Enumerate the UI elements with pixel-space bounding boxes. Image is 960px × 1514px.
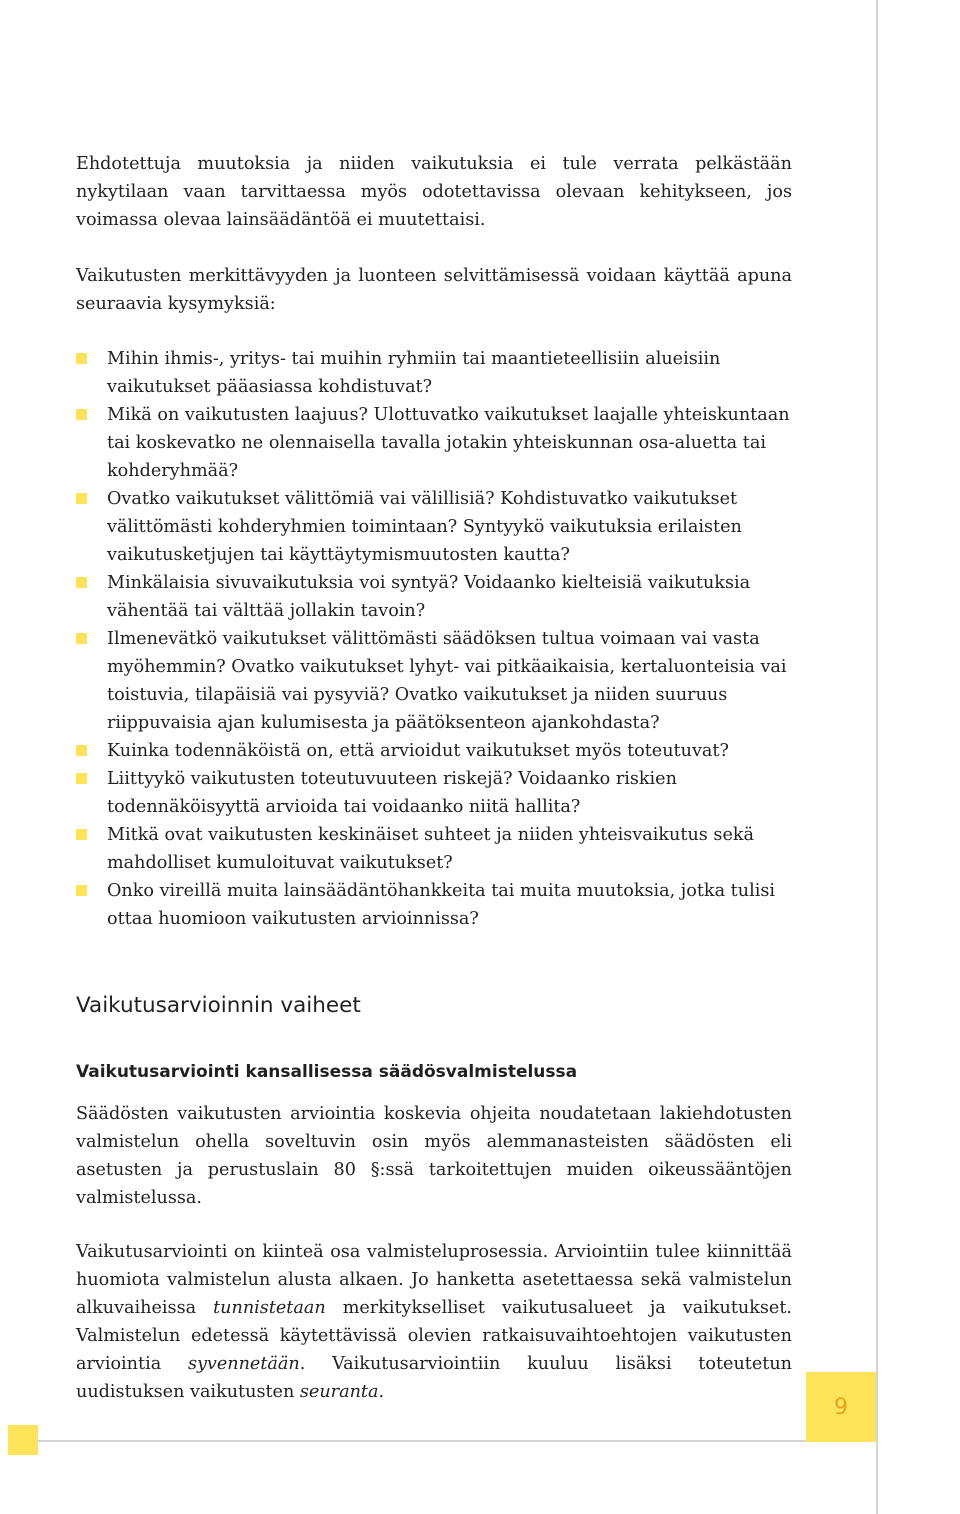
list-item-text: Kuinka todennäköistä on, että arvioidut vaikutukset myös toteutuvat? <box>107 741 729 761</box>
paragraph-text: Vaikutusarviointi on kiinteä osa valmisteluprosessia. Arviointiin tulee kiinnittää huomiota valmistelun alusta alkaen. Jo hanketta asetettaessa sekä valmistelun alkuvaiheissa <box>76 1242 792 1318</box>
bullet-square-icon <box>76 885 87 896</box>
page-number-label: 9 <box>834 1394 848 1420</box>
list-item-text: Mikä on vaikutusten laajuus? Ulottuvatko vaikutukset laajalle yhteiskuntaan tai koskevatko ne olennaisella tavalla jotakin yhteiskunnan osa-aluetta tai kohderyhmää? <box>107 405 790 481</box>
paragraph-text: . <box>378 1382 385 1402</box>
page-margin-rule-vertical <box>876 0 878 1514</box>
intro-paragraph-2: Vaikutusten merkittävyyden ja luonteen selvittämisessä voidaan käyttää apuna seuraavia kysymyksiä: <box>76 266 792 314</box>
page-content <box>76 150 792 1406</box>
list-item-text: Minkälaisia sivuvaikutuksia voi syntyä? Voidaanko kielteisiä vaikutuksia vähentää tai välttää jollakin tavoin? <box>107 573 751 621</box>
bullet-square-icon <box>76 829 87 840</box>
emphasis-syvennetaan: syvennetään <box>187 1354 300 1374</box>
page-number <box>806 1372 876 1442</box>
list-item-text: Onko vireillä muita lainsäädäntöhankkeita tai muita muutoksia, jotka tulisi ottaa huomioon vaikutusten arvioinnissa? <box>107 881 775 929</box>
section-paragraph-1: Säädösten vaikutusten arviointia koskevia ohjeita noudatetaan lakiehdotusten valmistelun ohella soveltuvin osin myös alemmanasteisten säädösten eli asetusten ja perustuslain 80 §:ssä tarkoitettujen muiden oikeussääntöjen valmistelussa. <box>76 1104 792 1208</box>
list-item <box>76 765 792 821</box>
intro-paragraph-1: Ehdotettuja muutoksia ja niiden vaikutuksia ei tule verrata pelkästään nykytilaan vaan tarvittaessa myös odotettavissa olevaan kehitykseen, jos voimassa olevaa lainsäädäntöä ei muutettaisi. <box>76 154 792 230</box>
list-item-text: Mitkä ovat vaikutusten keskinäiset suhteet ja niiden yhteisvaikutus sekä mahdolliset kumuloituvat vaikutukset? <box>107 825 754 873</box>
paragraph-text: . Vaikutusarviointiin kuuluu lisäksi toteutetun uudistuksen vaikutusten <box>76 1354 793 1402</box>
paragraph-text: merkitykselliset vaikutusalueet ja vaikutukset. Valmistelun edetessä käytettävissä olevien ratkaisuvaihtoehtojen vaikutusten arviointia <box>76 1298 792 1374</box>
list-item <box>76 345 792 401</box>
bullet-square-icon <box>76 353 87 364</box>
bullet-square-icon <box>76 745 87 756</box>
list-item-text: Ilmenevätkö vaikutukset välittömästi säädöksen tultua voimaan vai vasta myöhemmin? Ovatko vaikutukset lyhyt- vai pitkäaikaisia, kertaluonteisia vai toistuvia, tilapäisiä vai pysyviä? Ovatko vaikutukset ja niiden suuruus riippuvaisia ajan kulumisesta ja päätöksenteon ajankohdasta? <box>107 629 787 733</box>
section-subheading: Vaikutusarviointi kansallisessa säädösvalmistelussa <box>76 1062 578 1082</box>
list-item-text: Ovatko vaikutukset välittömiä vai välillisiä? Kohdistuvatko vaikutukset välittömästi kohderyhmien toimintaan? Syntyykö vaikutuksia erilaisten vaikutusketjujen tai käyttäytymismuutosten kautta? <box>107 489 742 565</box>
list-item <box>76 401 792 485</box>
list-item <box>76 737 792 765</box>
list-item <box>76 625 792 737</box>
list-item-text: Liittyykö vaikutusten toteutuvuuteen riskejä? Voidaanko riskien todennäköisyyttä arvioida tai voidaanko niitä hallita? <box>107 769 677 817</box>
list-item <box>76 877 792 933</box>
page-margin-rule-horizontal <box>36 1440 878 1442</box>
bullet-square-icon <box>76 409 87 420</box>
list-item-text: Mihin ihmis-, yritys- tai muihin ryhmiin tai maantieteellisiin alueisiin vaikutukset pääasiassa kohdistuvat? <box>107 349 721 397</box>
section-heading: Vaikutusarvioinnin vaiheet <box>76 993 361 1018</box>
list-item <box>76 569 792 625</box>
emphasis-seuranta: seuranta <box>299 1382 379 1402</box>
bullet-square-icon <box>76 633 87 644</box>
question-list <box>76 345 792 933</box>
bullet-square-icon <box>76 577 87 588</box>
emphasis-tunnistetaan: tunnistetaan <box>213 1298 326 1318</box>
bullet-square-icon <box>76 493 87 504</box>
bullet-square-icon <box>76 773 87 784</box>
list-item <box>76 485 792 569</box>
corner-accent-square <box>8 1425 38 1455</box>
list-item <box>76 821 792 877</box>
section-paragraph-2 <box>76 1238 792 1406</box>
